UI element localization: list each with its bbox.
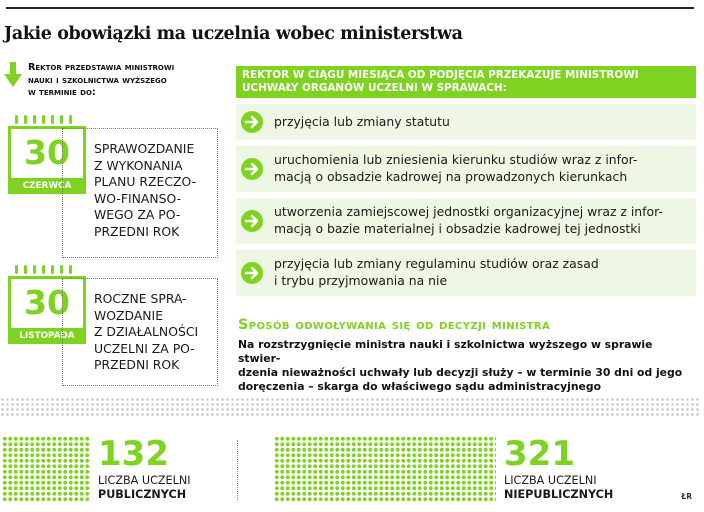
matter-text (274, 256, 684, 289)
matter-text (274, 204, 684, 237)
appeal-line: doręczenia – skarga do właściwego sądu administracyjnego (238, 380, 602, 393)
matter-line: przyjęcia lub zmiany statutu (274, 114, 450, 129)
deadline-description (94, 291, 198, 374)
stat-label-bold: NIEPUBLICZNYCH (504, 488, 614, 501)
description-line: PRZEDNI ROK (94, 357, 180, 372)
description-line: Z DZIAŁALNOŚCI (94, 324, 199, 339)
description-line: WEGO ZA PO- (94, 207, 181, 222)
intro-line: Rektor przedstawia ministrowi (28, 62, 175, 73)
arrow-right-circle-icon (240, 261, 264, 285)
deadline-description (94, 141, 196, 240)
arrow-down-icon (4, 62, 22, 88)
matter-line: uruchomienia lub zniesienia kierunku studiów wraz z infor- (274, 152, 638, 167)
description-line: SPRAWOZDANIE (94, 141, 195, 156)
top-rule (6, 7, 694, 9)
calendar-rings (8, 114, 86, 126)
stats-divider (237, 440, 238, 500)
matter-line: macją o bazie materialnej i obsadzie kadrowej tej jednostki (274, 220, 641, 236)
matter-item (236, 198, 696, 244)
appeal-line: dzenia nieważności uchwały lub decyzji służy – w terminie 30 dni od jego (238, 366, 683, 379)
header-line: UCHWAŁY ORGANÓW UCZELNI W SPRAWACH: (242, 82, 507, 94)
description-line: PRZEDNI ROK (94, 223, 180, 239)
matter-line: utworzenia zamiejscowej jednostki organizacyjnej wraz z infor- (274, 204, 663, 219)
matter-item (236, 104, 696, 140)
stat-public-value: 132 (98, 434, 169, 474)
appeal-line: Na rozstrzygnięcie ministra nauki i szkolnictwa wyższego w sprawie stwier- (238, 338, 653, 365)
deadline-month: CZERWCA (8, 178, 86, 194)
matter-line: i trybu przyjmowania na nie (274, 272, 448, 288)
dot-pattern-nonpublic (274, 436, 496, 502)
dot-pattern-public (2, 436, 90, 502)
appeal-body (238, 338, 698, 394)
stat-nonpublic-value: 321 (504, 434, 575, 474)
description-line: UCZELNI ZA PO- (94, 340, 195, 356)
stat-public-label (98, 474, 191, 502)
matter-item (236, 250, 696, 296)
intro-line: w terminie do: (28, 87, 96, 98)
arrow-right-circle-icon (240, 157, 264, 181)
calendar-rings (8, 264, 86, 276)
arrow-right-circle-icon (240, 209, 264, 233)
matter-line: przyjęcia lub zmiany regulaminu studiów oraz zasad (274, 256, 599, 271)
description-line: WO-FINANSO- (94, 190, 182, 206)
appeal-title: Sposób odwoływania się od decyzji ministra (238, 317, 551, 333)
stat-label-text: LICZBA UCZELNI (504, 474, 597, 487)
stat-label-text: LICZBA UCZELNI (98, 474, 191, 487)
author-credit: ŁR (681, 492, 692, 501)
description-line: WOZDANIE (94, 307, 164, 323)
rector-header (236, 66, 696, 98)
description-line: PLANU RZECZO- (94, 174, 197, 189)
matter-text (274, 152, 684, 185)
matter-line: macją o obsadzie kadrowej na prowadzonych kierunkach (274, 168, 628, 184)
description-line: ROCZNE SPRA- (94, 291, 187, 306)
intro-line: nauki i szkolnictwa wyższego (28, 74, 167, 86)
stat-nonpublic-label (504, 474, 613, 502)
deadline-day: 30 (24, 133, 70, 172)
arrow-right-circle-icon (240, 110, 264, 134)
matter-text (274, 114, 684, 131)
deadline-month: LISTOPADA (8, 328, 86, 344)
page-title: Jakie obowiązki ma uczelnia wobec ministerstwa (4, 24, 463, 44)
stat-label-bold: PUBLICZNYCH (98, 488, 187, 501)
deadline-day: 30 (24, 283, 70, 322)
intro-text (28, 62, 238, 100)
matter-item (236, 146, 696, 192)
description-line: Z WYKONANIA (94, 157, 183, 173)
dot-band-divider (0, 397, 700, 417)
header-line: REKTOR W CIĄGU MIESIĄCA OD PODJĘCIA PRZEKAZUJE MINISTROWI (242, 69, 639, 81)
